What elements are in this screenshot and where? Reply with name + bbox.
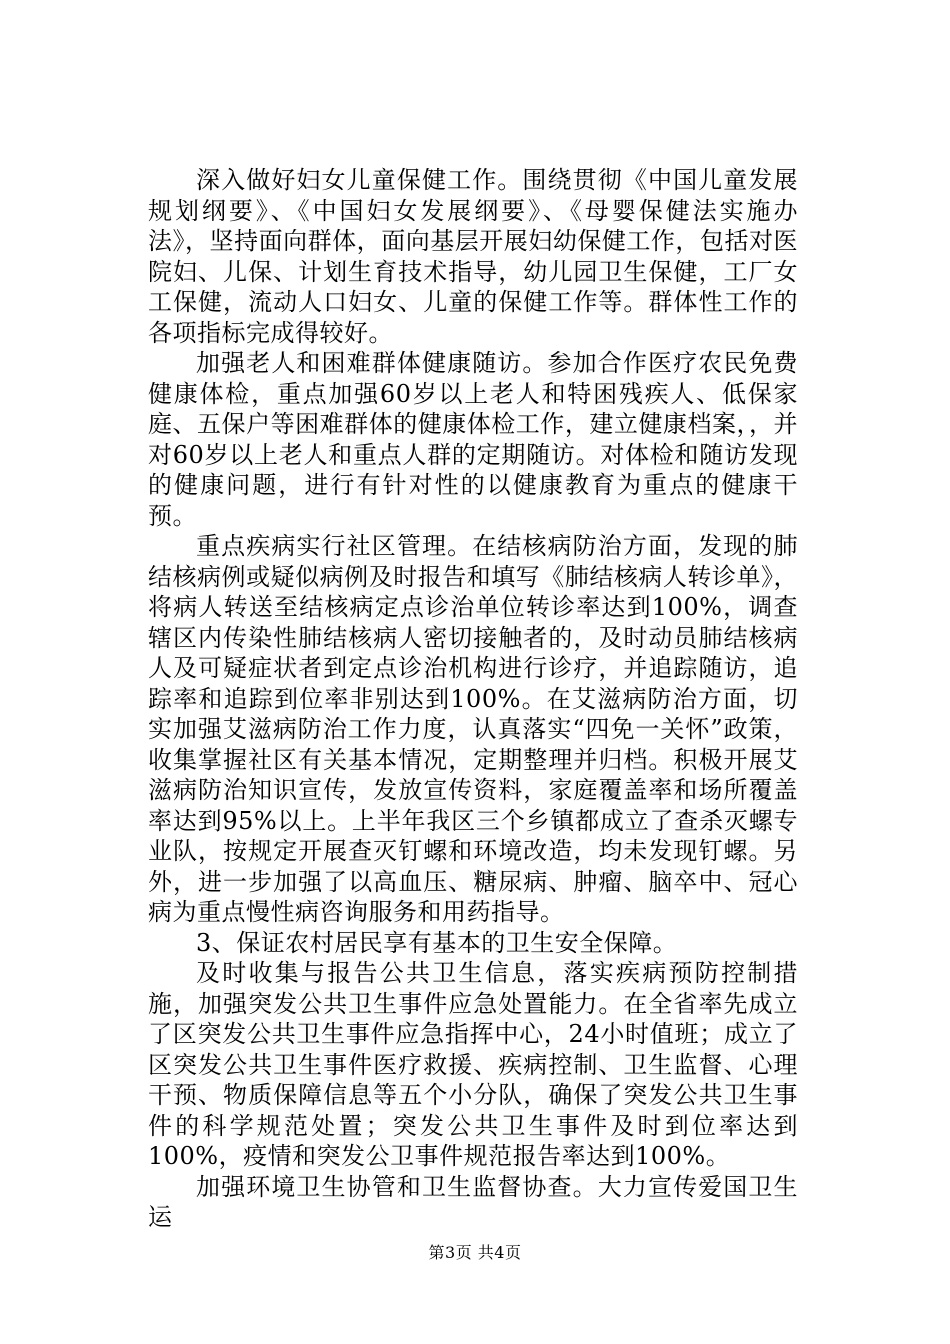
- paragraph-public-health-emergency: 及时收集与报告公共卫生信息，落实疾病预防控制措施，加强突发公共卫生事件应急处置能力。在全省率先成立了区突发公共卫生事件应急指挥中心，24小时值班；成立了区突发公共卫生事件医疗救援、疾病控制、卫生监督、心理干预、物质保障信息等五个小分队，确保了突发公共卫生事件的科学规范处置；突发公共卫生事件及时到位率达到100%，疫情和突发公卫事件规范报告率达到100%。: [148, 959, 798, 1170]
- paragraph-disease-community-management: 重点疾病实行社区管理。在结核病防治方面，发现的肺结核病例或疑似病例及时报告和填写《肺结核病人转诊单》，将病人转送至结核病定点诊治单位转诊率达到100%，调查辖区内传染性肺结核病人密切接触者的，及时动员肺结核病人及可疑症状者到定点诊治机构进行诊疗，并追踪随访，追踪率和追踪到位率非别达到100%。在艾滋病防治方面，切实加强艾滋病防治工作力度，认真落实“四免一关怀”政策，收集掌握社区有关基本情况，定期整理并归档。积极开展艾滋病防治知识宣传，发放宣传资料，家庭覆盖率和场所覆盖率达到95%以上。上半年我区三个乡镇都成立了查杀灭螺专业队，按规定开展查灭钉螺和环境改造，均未发现钉螺。另外，进一步加强了以高血压、糖尿病、肿瘤、脑卒中、冠心病为重点慢性病咨询服务和用药指导。: [148, 532, 798, 926]
- paragraph-maternal-child-health: 深入做好妇女儿童保健工作。围绕贯彻《中国儿童发展规划纲要》、《中国妇女发展纲要》、《母婴保健法实施办法》，坚持面向群体，面向基层开展妇幼保健工作，包括对医院妇、儿保、计划生育技术指导，幼儿园卫生保健，工厂女工保健，流动人口妇女、儿童的保健工作等。群体性工作的各项指标完成得较好。: [148, 166, 798, 347]
- page-number-footer: 第3页 共4页: [428, 1243, 522, 1262]
- paragraph-elderly-health-followup: 加强老人和困难群体健康随访。参加合作医疗农民免费健康体检，重点加强60岁以上老人和特困残疾人、低保家庭、五保户等困难群体的健康体检工作，建立健康档案，，并对60岁以上老人和重点人群的定期随访。对体检和随访发现的健康问题，进行有针对性的以健康教育为重点的健康干预。: [148, 349, 798, 530]
- section-heading-health-security: 3、保证农村居民享有基本的卫生安全保障。: [196, 928, 678, 957]
- document-body: [148, 165, 798, 1233]
- paragraph-environmental-sanitation: 加强环境卫生协管和卫生监督协查。大力宣传爱国卫生运: [148, 1172, 798, 1231]
